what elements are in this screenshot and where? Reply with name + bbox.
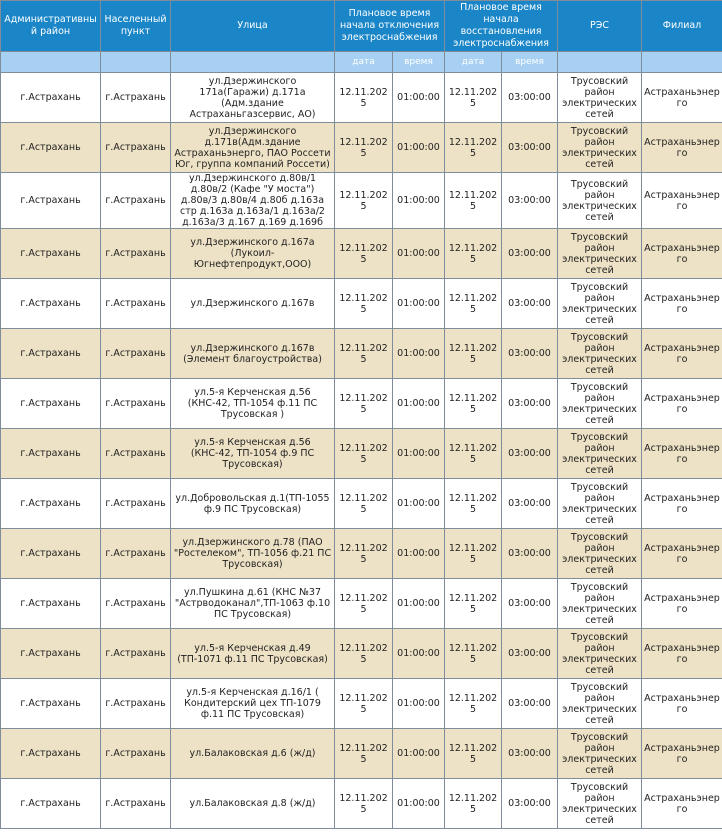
cell-branch: Астраханьэнерго	[642, 279, 722, 329]
cell-on-time: 03:00:00	[502, 579, 558, 629]
cell-branch: Астраханьэнерго	[642, 379, 722, 429]
cell-district: г.Астрахань	[1, 479, 101, 529]
cell-district: г.Астрахань	[1, 429, 101, 479]
cell-locality: г.Астрахань	[101, 579, 171, 629]
cell-locality: г.Астрахань	[101, 479, 171, 529]
subheader-empty	[171, 52, 335, 73]
subheader-off-date: дата	[335, 52, 393, 73]
cell-off-date: 12.11.2025	[335, 123, 393, 173]
subheader-off-time: время	[393, 52, 445, 73]
cell-off-date: 12.11.2025	[335, 279, 393, 329]
cell-branch: Астраханьэнерго	[642, 329, 722, 379]
cell-locality: г.Астрахань	[101, 123, 171, 173]
cell-district: г.Астрахань	[1, 529, 101, 579]
subheader-row	[1, 52, 722, 73]
cell-branch: Астраханьэнерго	[642, 579, 722, 629]
cell-off-time: 01:00:00	[393, 529, 445, 579]
cell-locality: г.Астрахань	[101, 73, 171, 123]
table-row	[1, 729, 722, 779]
cell-locality: г.Астрахань	[101, 173, 171, 229]
header-branch: Филиал	[642, 1, 722, 52]
cell-branch: Астраханьэнерго	[642, 779, 722, 829]
table-row	[1, 779, 722, 829]
cell-on-time: 03:00:00	[502, 229, 558, 279]
cell-district: г.Астрахань	[1, 379, 101, 429]
cell-res: Трусовский район электрических сетей	[558, 123, 642, 173]
cell-off-time: 01:00:00	[393, 329, 445, 379]
cell-off-date: 12.11.2025	[335, 73, 393, 123]
cell-district: г.Астрахань	[1, 329, 101, 379]
cell-on-date: 12.11.2025	[445, 779, 502, 829]
cell-res: Трусовский район электрических сетей	[558, 579, 642, 629]
cell-locality: г.Астрахань	[101, 529, 171, 579]
cell-district: г.Астрахань	[1, 173, 101, 229]
table-row	[1, 279, 722, 329]
cell-off-date: 12.11.2025	[335, 729, 393, 779]
cell-locality: г.Астрахань	[101, 279, 171, 329]
cell-on-date: 12.11.2025	[445, 123, 502, 173]
cell-off-time: 01:00:00	[393, 579, 445, 629]
cell-street: ул.5-я Керченская д.56 (КНС-42, ТП-1054 ф.11 ПС Трусовская )	[171, 379, 335, 429]
cell-res: Трусовский район электрических сетей	[558, 529, 642, 579]
header-district: Административный район	[1, 1, 101, 52]
cell-on-time: 03:00:00	[502, 529, 558, 579]
cell-locality: г.Астрахань	[101, 729, 171, 779]
cell-on-date: 12.11.2025	[445, 279, 502, 329]
cell-on-date: 12.11.2025	[445, 579, 502, 629]
cell-on-time: 03:00:00	[502, 679, 558, 729]
cell-on-time: 03:00:00	[502, 479, 558, 529]
cell-street: ул.Дзержинского д.167а (Лукоил-Югнефтепродукт,ООО)	[171, 229, 335, 279]
cell-on-date: 12.11.2025	[445, 173, 502, 229]
cell-street: ул.Балаковская д.8 (ж/д)	[171, 779, 335, 829]
cell-on-date: 12.11.2025	[445, 329, 502, 379]
table-row	[1, 479, 722, 529]
cell-off-time: 01:00:00	[393, 379, 445, 429]
table-row	[1, 123, 722, 173]
cell-off-date: 12.11.2025	[335, 173, 393, 229]
cell-branch: Астраханьэнерго	[642, 123, 722, 173]
header-street: Улица	[171, 1, 335, 52]
cell-off-time: 01:00:00	[393, 429, 445, 479]
subheader-on-time: время	[502, 52, 558, 73]
cell-res: Трусовский район электрических сетей	[558, 429, 642, 479]
cell-off-time: 01:00:00	[393, 73, 445, 123]
cell-off-time: 01:00:00	[393, 279, 445, 329]
cell-on-date: 12.11.2025	[445, 479, 502, 529]
subheader-empty	[101, 52, 171, 73]
table-row	[1, 329, 722, 379]
cell-street: ул.Дзержинского д.167в	[171, 279, 335, 329]
cell-off-time: 01:00:00	[393, 729, 445, 779]
header-planned-on: Плановое время начала восстановления электроснабжения	[445, 1, 558, 52]
cell-district: г.Астрахань	[1, 629, 101, 679]
cell-off-time: 01:00:00	[393, 629, 445, 679]
cell-branch: Астраханьэнерго	[642, 679, 722, 729]
cell-off-date: 12.11.2025	[335, 429, 393, 479]
cell-street: ул.Дзержинского д.167в (Элемент благоустройства)	[171, 329, 335, 379]
cell-off-date: 12.11.2025	[335, 229, 393, 279]
cell-res: Трусовский район электрических сетей	[558, 479, 642, 529]
cell-street: ул.Пушкина д.61 (КНС №37 "Астрводоканал",ТП-1063 ф.10 ПС Трусовская)	[171, 579, 335, 629]
cell-branch: Астраханьэнерго	[642, 479, 722, 529]
cell-district: г.Астрахань	[1, 729, 101, 779]
cell-on-time: 03:00:00	[502, 329, 558, 379]
cell-off-date: 12.11.2025	[335, 629, 393, 679]
cell-street: ул.5-я Керченская д.49 (ТП-1071 ф.11 ПС Трусовская)	[171, 629, 335, 679]
cell-on-date: 12.11.2025	[445, 229, 502, 279]
cell-on-date: 12.11.2025	[445, 379, 502, 429]
cell-district: г.Астрахань	[1, 123, 101, 173]
cell-branch: Астраханьэнерго	[642, 73, 722, 123]
cell-off-date: 12.11.2025	[335, 779, 393, 829]
cell-res: Трусовский район электрических сетей	[558, 229, 642, 279]
cell-on-date: 12.11.2025	[445, 73, 502, 123]
cell-on-time: 03:00:00	[502, 123, 558, 173]
cell-branch: Астраханьэнерго	[642, 173, 722, 229]
cell-res: Трусовский район электрических сетей	[558, 629, 642, 679]
cell-locality: г.Астрахань	[101, 629, 171, 679]
cell-branch: Астраханьэнерго	[642, 529, 722, 579]
cell-off-time: 01:00:00	[393, 173, 445, 229]
cell-off-time: 01:00:00	[393, 229, 445, 279]
cell-on-date: 12.11.2025	[445, 429, 502, 479]
cell-district: г.Астрахань	[1, 73, 101, 123]
header-locality: Населенный пункт	[101, 1, 171, 52]
table-row	[1, 679, 722, 729]
cell-branch: Астраханьэнерго	[642, 229, 722, 279]
cell-res: Трусовский район электрических сетей	[558, 279, 642, 329]
cell-on-time: 03:00:00	[502, 779, 558, 829]
subheader-empty	[1, 52, 101, 73]
table-row	[1, 73, 722, 123]
cell-res: Трусовский район электрических сетей	[558, 173, 642, 229]
cell-street: ул.5-я Керченская д.56 (КНС-42, ТП-1054 ф.9 ПС Трусовская)	[171, 429, 335, 479]
subheader-empty	[558, 52, 642, 73]
cell-res: Трусовский район электрических сетей	[558, 73, 642, 123]
table-row	[1, 229, 722, 279]
subheader-empty	[642, 52, 722, 73]
header-res: РЭС	[558, 1, 642, 52]
cell-res: Трусовский район электрических сетей	[558, 379, 642, 429]
cell-off-time: 01:00:00	[393, 779, 445, 829]
cell-on-date: 12.11.2025	[445, 679, 502, 729]
cell-on-time: 03:00:00	[502, 629, 558, 679]
cell-on-time: 03:00:00	[502, 73, 558, 123]
header-planned-off: Плановое время начала отключения электроснабжения	[335, 1, 445, 52]
cell-district: г.Астрахань	[1, 279, 101, 329]
table-row	[1, 529, 722, 579]
cell-street: ул.Дзержинского д.78 (ПАО "Ростелеком", ТП-1056 ф.21 ПС Трусовская)	[171, 529, 335, 579]
cell-res: Трусовский район электрических сетей	[558, 329, 642, 379]
cell-street: ул.Дзержинского д.171в(Адм.здание Астраханьэнерго, ПАО Россети Юг, группа компаний Россети)	[171, 123, 335, 173]
cell-district: г.Астрахань	[1, 779, 101, 829]
table-row	[1, 429, 722, 479]
cell-on-time: 03:00:00	[502, 379, 558, 429]
table-row	[1, 629, 722, 679]
cell-locality: г.Астрахань	[101, 779, 171, 829]
cell-off-date: 12.11.2025	[335, 329, 393, 379]
cell-off-time: 01:00:00	[393, 123, 445, 173]
cell-branch: Астраханьэнерго	[642, 429, 722, 479]
cell-off-date: 12.11.2025	[335, 579, 393, 629]
cell-district: г.Астрахань	[1, 229, 101, 279]
cell-branch: Астраханьэнерго	[642, 729, 722, 779]
cell-district: г.Астрахань	[1, 679, 101, 729]
cell-street: ул.Дзержинского 171а(Гаражи) д.171а (Адм.здание Астраханьгазсервис, АО)	[171, 73, 335, 123]
cell-on-date: 12.11.2025	[445, 529, 502, 579]
cell-on-time: 03:00:00	[502, 279, 558, 329]
header-row	[1, 1, 722, 52]
cell-res: Трусовский район электрических сетей	[558, 729, 642, 779]
cell-street: ул.Добровольская д.1(ТП-1055 ф.9 ПС Трусовская)	[171, 479, 335, 529]
subheader-on-date: дата	[445, 52, 502, 73]
cell-off-date: 12.11.2025	[335, 479, 393, 529]
cell-off-time: 01:00:00	[393, 679, 445, 729]
cell-on-time: 03:00:00	[502, 173, 558, 229]
cell-on-time: 03:00:00	[502, 429, 558, 479]
cell-locality: г.Астрахань	[101, 229, 171, 279]
table-body	[1, 73, 722, 829]
table-header	[1, 1, 722, 73]
cell-street: ул.Балаковская д.6 (ж/д)	[171, 729, 335, 779]
cell-locality: г.Астрахань	[101, 379, 171, 429]
cell-district: г.Астрахань	[1, 579, 101, 629]
cell-off-date: 12.11.2025	[335, 529, 393, 579]
table-row	[1, 579, 722, 629]
cell-locality: г.Астрахань	[101, 429, 171, 479]
cell-off-time: 01:00:00	[393, 479, 445, 529]
cell-on-time: 03:00:00	[502, 729, 558, 779]
table-row	[1, 173, 722, 229]
cell-off-date: 12.11.2025	[335, 379, 393, 429]
cell-locality: г.Астрахань	[101, 679, 171, 729]
cell-street: ул.Дзержинского д.80в/1 д.80в/2 (Кафе "У моста") д.80в/3 д.80в/4 д.80б д.163а стр д.163а д.163а/1 д.163а/2 д.163а/3 д.167 д.169 д.169б	[171, 173, 335, 229]
cell-res: Трусовский район электрических сетей	[558, 779, 642, 829]
table-row	[1, 379, 722, 429]
cell-branch: Астраханьэнерго	[642, 629, 722, 679]
cell-off-date: 12.11.2025	[335, 679, 393, 729]
cell-locality: г.Астрахань	[101, 329, 171, 379]
cell-street: ул.5-я Керченская д.16/1 ( Кондитерский цех ТП-1079 ф.11 ПС Трусовская)	[171, 679, 335, 729]
cell-on-date: 12.11.2025	[445, 629, 502, 679]
cell-res: Трусовский район электрических сетей	[558, 679, 642, 729]
cell-on-date: 12.11.2025	[445, 729, 502, 779]
